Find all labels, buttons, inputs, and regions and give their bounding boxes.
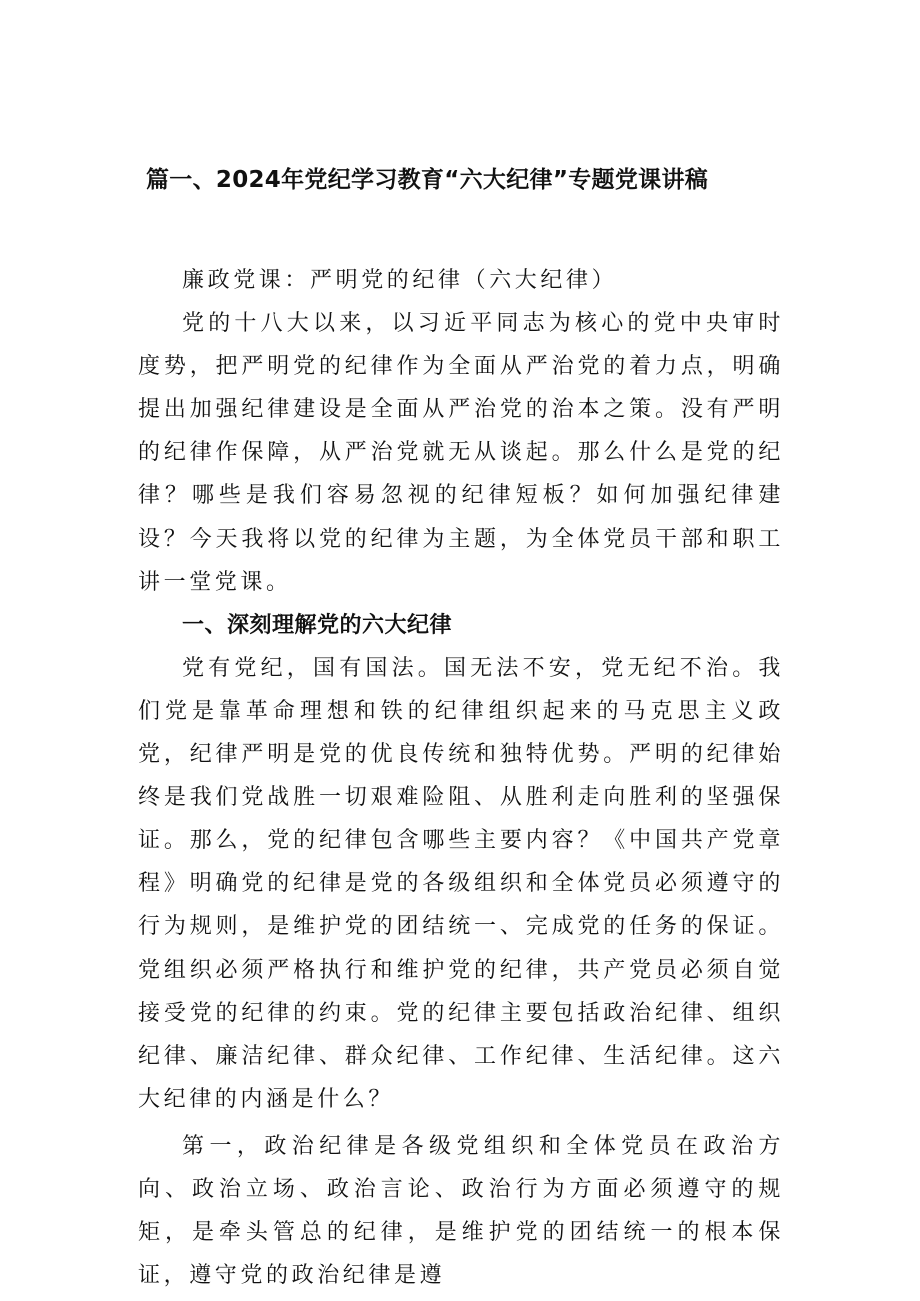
- subtitle-line: 廉政党课：严明党的纪律（六大纪律）: [182, 268, 618, 293]
- document-title: 篇一、2024年党纪学习教育“六大纪律”专题党课讲稿: [146, 167, 709, 193]
- paragraph-intro: 党的十八大以来，以习近平同志为核心的党中央审时度势，把严明党的纪律作为全面从严治党的着力点，明确提出加强纪律建设是全面从严治党的治本之策。没有严明的纪律作保障，从严治党就无从谈起。那么什么是党的纪律？哪些是我们容易忽视的纪律短板？如何加强纪律建设？今天我将以党的纪律为主题，为全体党员干部和职工讲一堂党课。: [138, 311, 784, 595]
- section-heading-1: 一、深刻理解党的六大纪律: [182, 612, 453, 638]
- paragraph-political-discipline: 第一，政治纪律是各级党组织和全体党员在政治方向、政治立场、政治言论、政治行为方面必须遵守的规矩，是牵头管总的纪律，是维护党的团结统一的根本保证，遵守党的政治纪律是遵: [138, 1133, 784, 1289]
- document-body: [138, 259, 784, 1297]
- paragraph-discipline-overview: 党有党纪，国有国法。国无法不安，党无纪不治。我们党是靠革命理想和铁的纪律组织起来的马克思主义政党，纪律严明是党的优良传统和独特优势。严明的纪律始终是我们党战胜一切艰难险阻、从胜利走向胜利的坚强保证。那么，党的纪律包含哪些主要内容？《中国共产党章程》明确党的纪律是党的各级组织和全体党员必须遵守的行为规则，是维护党的团结统一、完成党的任务的保证。党组织必须严格执行和维护党的纪律，共产党员必须自觉接受党的纪律的约束。党的纪律主要包括政治纪律、组织纪律、廉洁纪律、群众纪律、工作纪律、生活纪律。这六大纪律的内涵是什么？: [138, 655, 784, 1112]
